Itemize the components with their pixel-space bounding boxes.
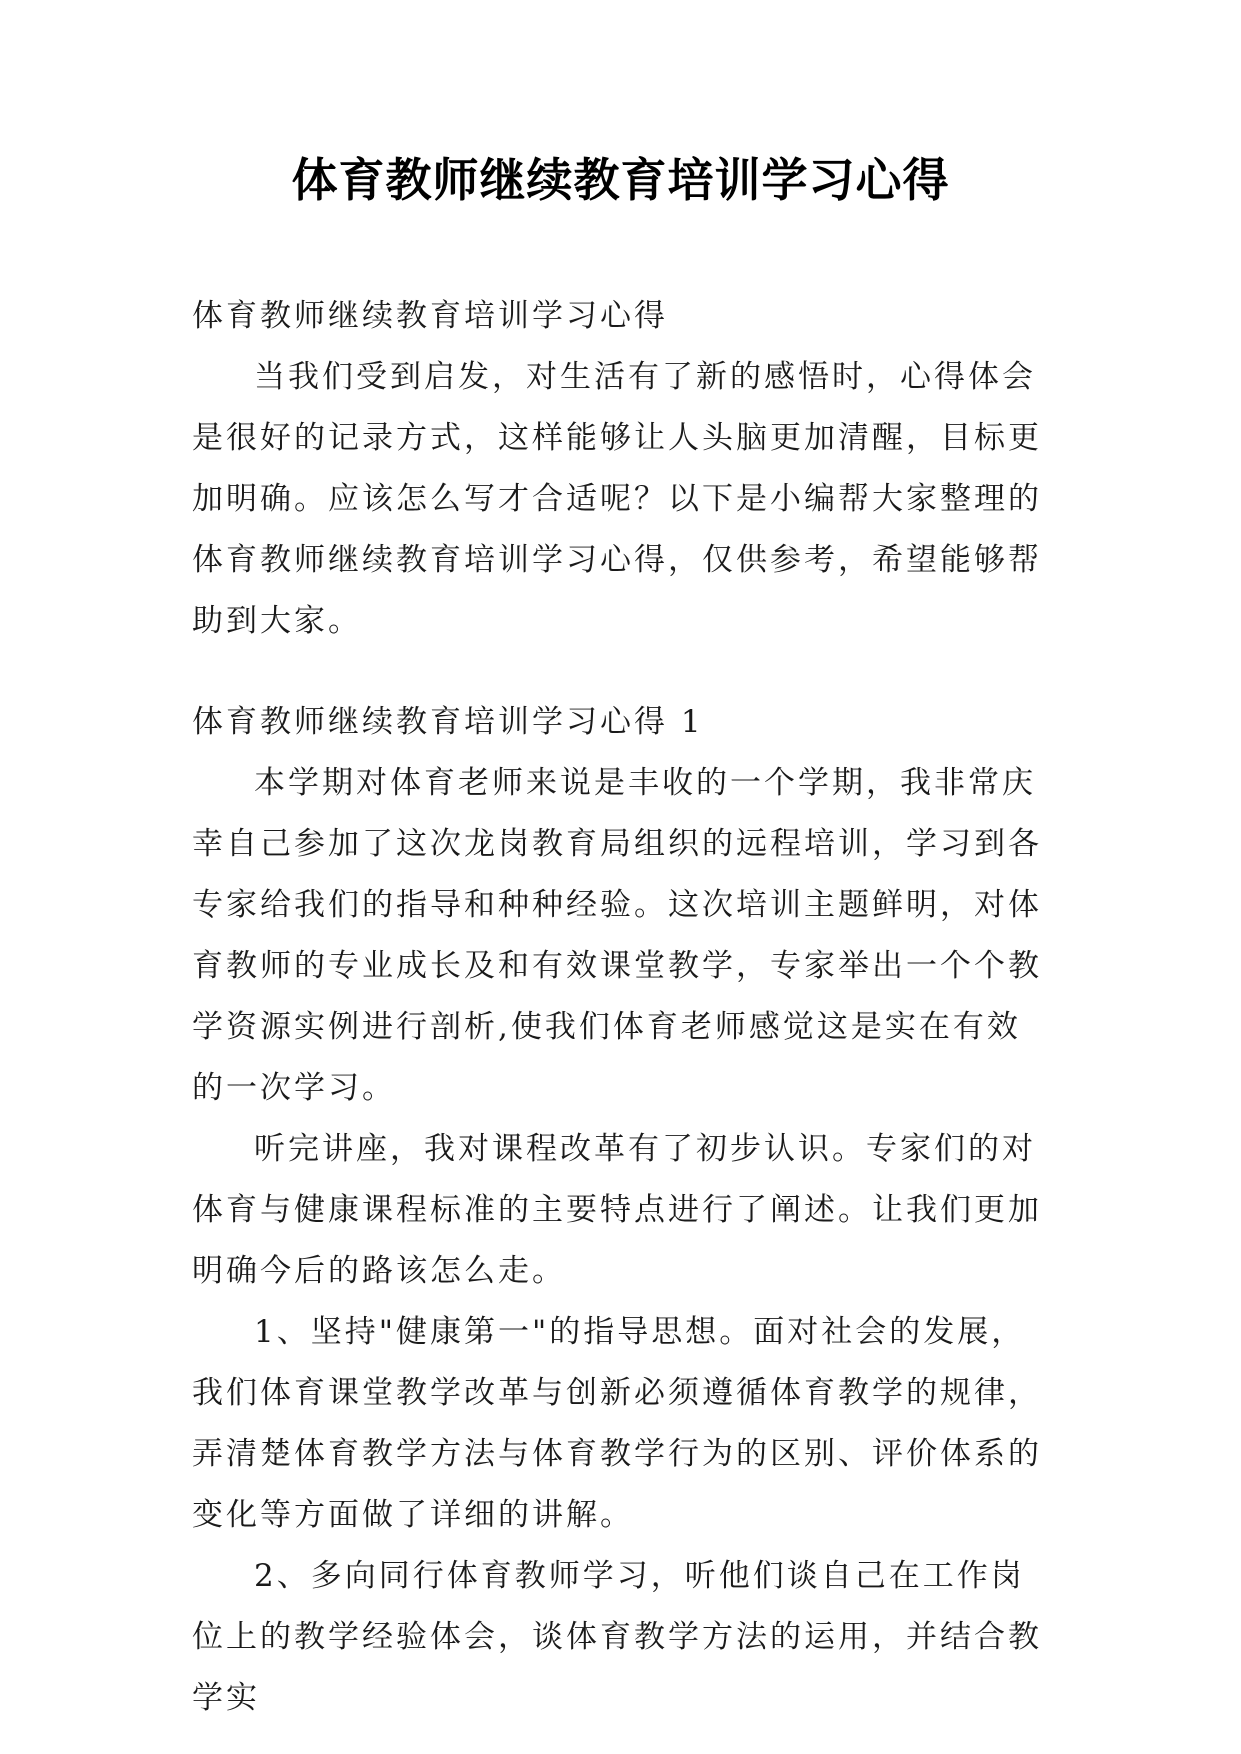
section-1-paragraph-3: 1、坚持"健康第一"的指导思想。面对社会的发展，我们体育课堂教学改革与创新必须遵循体育教学的规律，弄清楚体育教学方法与体育教学行为的区别、评价体系的变化等方面做了详细的讲解。 [192, 1314, 1042, 1533]
section-1-paragraph-2: 听完讲座，我对课程改革有了初步认识。专家们的对体育与健康课程标准的主要特点进行了阐述。让我们更加明确今后的路该怎么走。 [192, 1131, 1042, 1289]
document-title: 体育教师继续教育培训学习心得 [291, 153, 950, 207]
section-1-paragraph-1: 本学期对体育老师来说是丰收的一个学期，我非常庆幸自己参加了这次龙岗教育局组织的远程培训，学习到各专家给我们的指导和种种经验。这次培训主题鲜明，对体育教师的专业成长及和有效课堂教学，专家举出一个个教学资源实例进行剖析,使我们体育老师感觉这是实在有效的一次学习。 [192, 765, 1042, 1106]
intro-heading: 体育教师继续教育培训学习心得 [192, 298, 668, 334]
section-1 [192, 692, 1052, 1729]
intro-paragraph: 当我们受到启发，对生活有了新的感悟时，心得体会是很好的记录方式，这样能够让人头脑更加清醒，目标更加明确。应该怎么写才合适呢？以下是小编帮大家整理的体育教师继续教育培训学习心得，仅供参考，希望能够帮助到大家。 [192, 359, 1042, 639]
intro-section [192, 286, 1052, 652]
section-1-paragraph-4: 2、多向同行体育教师学习，听他们谈自己在工作岗位上的教学经验体会，谈体育教学方法的运用，并结合教学实 [192, 1558, 1042, 1716]
section-1-heading: 体育教师继续教育培训学习心得 1 [192, 704, 704, 740]
